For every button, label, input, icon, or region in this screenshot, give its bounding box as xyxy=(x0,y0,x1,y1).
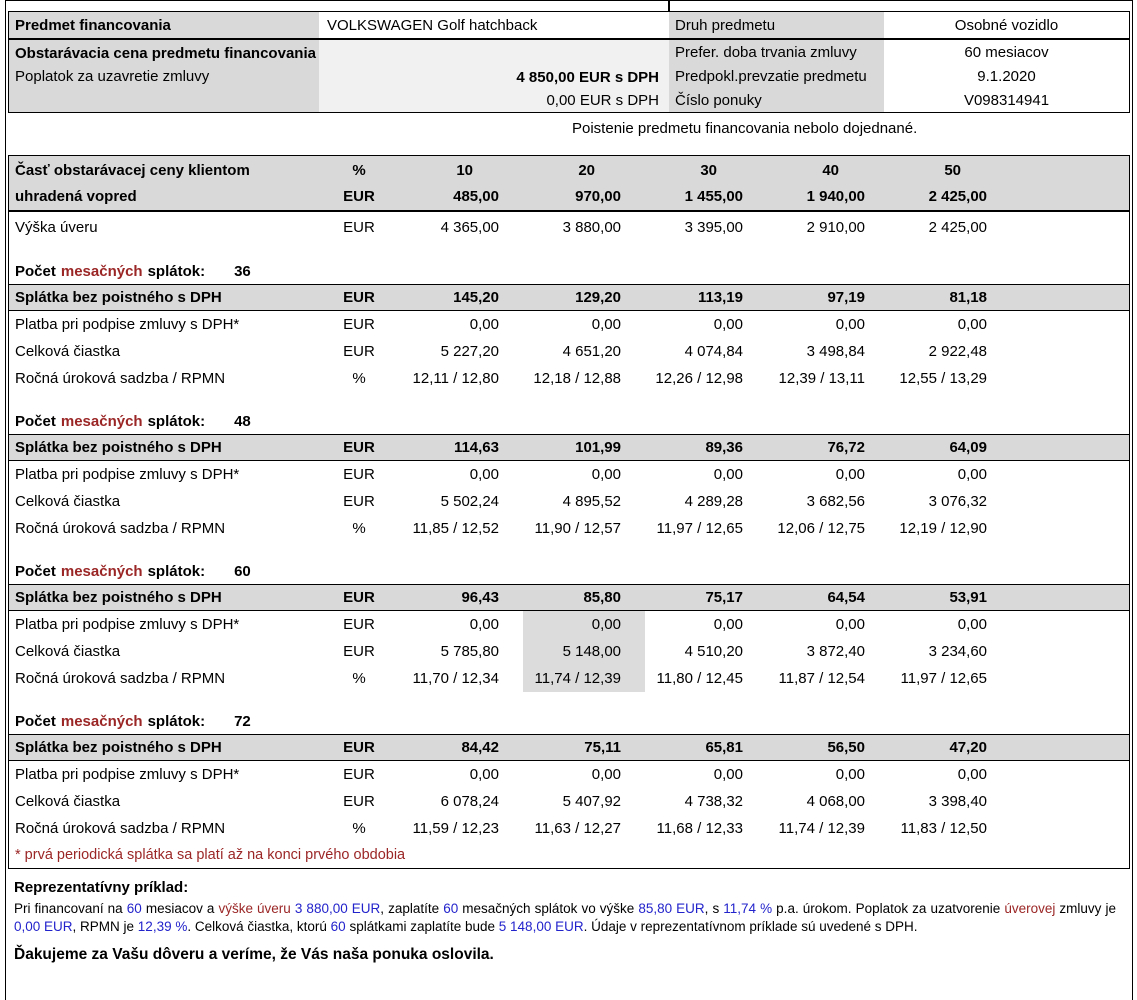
subject-info-block xyxy=(8,11,1130,113)
payment-value-cell: 0,00 xyxy=(835,766,865,783)
installment-value-cell: 84,42 xyxy=(461,739,499,756)
payment-value-cell: 0,00 xyxy=(591,466,621,483)
payment-value-cell: 0,00 xyxy=(835,316,865,333)
payment-value-cell: 0,00 xyxy=(957,466,987,483)
rate-value-cell: 11,74 / 12,39 xyxy=(523,665,645,692)
installment-row xyxy=(9,434,1129,461)
thanks-line: Ďakujeme za Vašu dôveru a veríme, že Vás naša ponuka oslovila. xyxy=(14,946,494,963)
first-installment-footnote: * prvá periodická splátka sa platí až na konci prvého obdobia xyxy=(15,847,406,863)
installment-value-cell: 75,17 xyxy=(705,589,743,606)
interest-rate-unit: % xyxy=(352,520,366,537)
example-text-segment: 60 xyxy=(443,901,459,916)
installment-value-cell: 114,63 xyxy=(453,439,499,456)
signing-payment-row xyxy=(9,461,1129,488)
total-value-cell: 3 682,56 xyxy=(806,493,865,510)
payment-value-cell: 0,00 xyxy=(957,316,987,333)
count-middle: mesačných xyxy=(60,562,143,580)
installments-section xyxy=(9,408,1129,542)
rate-value-cell: 11,74 / 12,39 xyxy=(778,820,865,837)
total-value-cell: 5 148,00 xyxy=(523,638,645,665)
loan-amount-row xyxy=(9,212,1129,242)
count-suffix: splátok: xyxy=(147,712,206,730)
example-text-segment: 0,00 EUR xyxy=(14,918,73,934)
count-prefix: Počet xyxy=(15,712,56,730)
total-amount-row xyxy=(9,338,1129,365)
installment-row xyxy=(9,284,1129,311)
signing-payment-label: Platba pri podpise zmluvy s DPH* xyxy=(15,316,240,333)
example-text-segment: 3 880,00 EUR xyxy=(294,901,381,916)
payment-value-cell: 0,00 xyxy=(713,466,743,483)
total-amount-unit: EUR xyxy=(343,493,375,510)
signing-payment-unit: EUR xyxy=(343,316,375,333)
installment-value-cell: 96,43 xyxy=(461,589,499,606)
total-value-cell: 6 078,24 xyxy=(440,793,499,810)
payment-value-cell: 0,00 xyxy=(469,316,499,333)
total-value-cell: 5 407,92 xyxy=(562,793,621,810)
total-value-cell: 3 234,60 xyxy=(928,643,987,660)
count-middle: mesačných xyxy=(60,712,143,730)
signing-payment-label: Platba pri podpise zmluvy s DPH* xyxy=(15,766,240,783)
interest-rate-label: Ročná úroková sadzba / RPMN xyxy=(15,370,226,387)
loan-amount-label: Výška úveru xyxy=(15,218,98,236)
signing-payment-row xyxy=(9,311,1129,338)
amount-header-row xyxy=(9,183,1129,209)
example-text-segment: zmluvy je xyxy=(1055,901,1116,916)
installment-value-cell: 76,72 xyxy=(827,439,865,456)
interest-rate-label: Ročná úroková sadzba / RPMN xyxy=(15,820,226,837)
amount-header-cell: 1 455,00 xyxy=(684,187,743,205)
installment-value-cell: 75,11 xyxy=(584,739,621,756)
installment-value-cell: 56,50 xyxy=(827,739,865,756)
count-prefix: Počet xyxy=(15,562,56,580)
installment-value-cell: 129,20 xyxy=(575,289,621,306)
installment-value-cell: 47,20 xyxy=(949,739,987,756)
payment-value-cell: 0,00 xyxy=(591,316,621,333)
rate-value-cell: 11,97 / 12,65 xyxy=(900,670,987,687)
installment-value-cell: 64,54 xyxy=(827,589,865,606)
installment-value-cell: 65,81 xyxy=(705,739,743,756)
amount-header-cell: 970,00 xyxy=(575,187,621,205)
signing-payment-unit: EUR xyxy=(343,616,375,633)
installments-section xyxy=(9,708,1129,842)
total-value-cell: 3 498,84 xyxy=(806,343,865,360)
header-label-line1: Časť obstarávacej ceny klientom xyxy=(15,161,250,179)
installment-value-cell: 113,19 xyxy=(697,289,743,306)
rate-value-cell: 11,85 / 12,52 xyxy=(412,520,499,537)
example-text-segment: 12,39 % xyxy=(137,918,188,934)
total-amount-unit: EUR xyxy=(343,343,375,360)
total-amount-row xyxy=(9,788,1129,815)
payment-value-cell: 0,00 xyxy=(835,466,865,483)
subject-row xyxy=(9,12,1129,40)
example-text-segment: mesiacov a xyxy=(141,901,219,916)
offer-number-label: Číslo ponuky xyxy=(669,88,884,112)
price-values xyxy=(319,40,669,112)
loan-amount-cell: 2 425,00 xyxy=(928,218,987,236)
insurance-note: Poistenie predmetu financovania nebolo dojednané. xyxy=(572,119,918,137)
installment-label: Splátka bez poistného s DPH xyxy=(15,739,222,756)
rate-value-cell: 11,83 / 12,50 xyxy=(900,820,987,837)
count-middle: mesačných xyxy=(60,262,143,280)
top-column-divider xyxy=(668,1,670,11)
total-amount-label: Celková čiastka xyxy=(15,793,121,810)
installment-value-cell: 53,91 xyxy=(949,589,987,606)
installment-count-value: 36 xyxy=(234,262,251,280)
signing-payment-unit: EUR xyxy=(343,766,375,783)
header-label-line2: uhradená vopred xyxy=(15,187,137,205)
total-value-cell: 3 872,40 xyxy=(806,643,865,660)
example-text-segment: 5 148,00 EUR xyxy=(498,918,584,934)
payment-value-cell: 0,00 xyxy=(469,466,499,483)
total-value-cell: 5 502,24 xyxy=(440,493,499,510)
example-paragraph xyxy=(14,900,1116,935)
count-suffix: splátok: xyxy=(147,412,206,430)
interest-rate-row xyxy=(9,515,1129,542)
sections-host xyxy=(9,258,1129,842)
interest-rate-label: Ročná úroková sadzba / RPMN xyxy=(15,670,226,687)
example-text-segment: 60 xyxy=(126,901,142,916)
example-text-segment: splátkami zaplatíte bude xyxy=(345,918,499,934)
rate-value-cell: 11,97 / 12,65 xyxy=(656,520,743,537)
duration-label: Prefer. doba trvania zmluvy xyxy=(669,40,884,64)
percent-header-row xyxy=(9,157,1129,183)
example-text-segment: mesačných splátok vo výške xyxy=(458,901,639,916)
offer-number-row xyxy=(669,88,1129,112)
example-text-segment: Pri financovaní na xyxy=(14,901,127,916)
payment-value-cell: 0,00 xyxy=(713,616,743,633)
total-amount-label: Celková čiastka xyxy=(15,643,121,660)
count-middle: mesačných xyxy=(60,412,143,430)
loan-amount-cell: 4 365,00 xyxy=(440,218,499,236)
installment-unit: EUR xyxy=(343,289,375,306)
example-text-segment: výške úveru xyxy=(218,901,291,916)
example-text-segment: . Údaje v reprezentatívnom príklade sú uvedené s DPH. xyxy=(583,918,918,934)
percent-header-cell: 50 xyxy=(944,161,961,179)
payment-value-cell: 0,00 xyxy=(713,316,743,333)
rate-value-cell: 11,87 / 12,54 xyxy=(778,670,865,687)
example-title: Reprezentatívny príklad: xyxy=(14,879,189,896)
example-text-segment: p.a. úrokom. Poplatok za uzatvorenie xyxy=(772,901,1005,916)
header-unit-percent: % xyxy=(352,161,366,179)
offer-number-value: V098314941 xyxy=(963,91,1050,109)
installment-value-cell: 85,80 xyxy=(583,589,621,606)
rate-value-cell: 12,06 / 12,75 xyxy=(777,520,865,537)
example-text-segment: 85,80 EUR xyxy=(638,901,705,916)
price-and-contract-block xyxy=(9,40,1129,112)
rate-value-cell: 12,19 / 12,90 xyxy=(899,520,987,537)
total-amount-row xyxy=(9,638,1129,665)
contract-duration-row xyxy=(669,40,1129,64)
total-value-cell: 3 076,32 xyxy=(928,493,987,510)
installment-count-line xyxy=(9,708,1129,734)
total-value-cell: 4 074,84 xyxy=(684,343,743,360)
installment-value-cell: 81,18 xyxy=(949,289,987,306)
subject-value: VOLKSWAGEN Golf hatchback xyxy=(327,16,538,34)
rate-value-cell: 12,11 / 12,80 xyxy=(412,370,499,387)
loan-amount-cell: 3 880,00 xyxy=(562,218,621,236)
payment-value-cell: 0,00 xyxy=(957,616,987,633)
installment-row xyxy=(9,734,1129,761)
rate-value-cell: 12,26 / 12,98 xyxy=(655,370,743,387)
total-amount-row xyxy=(9,488,1129,515)
signing-payment-label: Platba pri podpise zmluvy s DPH* xyxy=(15,616,240,633)
total-amount-label: Celková čiastka xyxy=(15,343,121,360)
installment-label: Splátka bez poistného s DPH xyxy=(15,289,222,306)
total-amount-label: Celková čiastka xyxy=(15,493,121,510)
installment-value-cell: 89,36 xyxy=(705,439,743,456)
installment-count-value: 72 xyxy=(234,712,251,730)
rate-value-cell: 12,39 / 13,11 xyxy=(778,370,865,387)
percent-header-cell: 10 xyxy=(456,161,473,179)
rate-value-cell: 11,63 / 12,27 xyxy=(534,820,621,837)
installment-value-cell: 64,09 xyxy=(949,439,987,456)
payment-value-cell: 0,00 xyxy=(469,616,499,633)
total-amount-unit: EUR xyxy=(343,643,375,660)
count-prefix: Počet xyxy=(15,262,56,280)
signing-payment-row xyxy=(9,761,1129,788)
interest-rate-label: Ročná úroková sadzba / RPMN xyxy=(15,520,226,537)
total-value-cell: 5 227,20 xyxy=(440,343,499,360)
rate-value-cell: 11,68 / 12,33 xyxy=(656,820,743,837)
interest-rate-row xyxy=(9,665,1129,692)
installment-value-cell: 101,99 xyxy=(575,439,621,456)
percent-header-cell: 40 xyxy=(822,161,839,179)
installment-count-line xyxy=(9,408,1129,434)
example-text-segment: . Celková čiastka, ktorú xyxy=(187,918,331,934)
example-text-segment: úverovej xyxy=(1004,901,1056,916)
example-text-segment: , zaplatíte xyxy=(380,901,444,916)
interest-rate-unit: % xyxy=(352,370,366,387)
installment-unit: EUR xyxy=(343,739,375,756)
signing-payment-row xyxy=(9,611,1129,638)
installments-section xyxy=(9,558,1129,692)
acquisition-price-label: Obstarávacia cena predmetu financovania xyxy=(15,45,316,62)
total-value-cell: 2 922,48 xyxy=(928,343,987,360)
installment-unit: EUR xyxy=(343,589,375,606)
acquisition-price-value: 4 850,00 EUR s DPH xyxy=(516,69,659,86)
payment-value-cell: 0,00 xyxy=(835,616,865,633)
contract-fee-label: Poplatok za uzavretie zmluvy xyxy=(15,68,210,85)
count-prefix: Počet xyxy=(15,412,56,430)
installment-value-cell: 145,20 xyxy=(453,289,499,306)
subject-type-label: Druh predmetu xyxy=(669,12,884,38)
installment-count-value: 48 xyxy=(234,412,251,430)
interest-rate-row xyxy=(9,365,1129,392)
duration-value: 60 mesiacov xyxy=(964,43,1049,61)
installment-count-line xyxy=(9,258,1129,284)
total-amount-unit: EUR xyxy=(343,793,375,810)
percent-header-cell: 20 xyxy=(578,161,595,179)
total-value-cell: 4 510,20 xyxy=(684,643,743,660)
amount-header-cell: 2 425,00 xyxy=(928,187,987,205)
installment-label: Splátka bez poistného s DPH xyxy=(15,589,222,606)
example-text-segment: , RPMN je xyxy=(72,918,138,934)
interest-rate-row xyxy=(9,815,1129,842)
rate-table xyxy=(8,155,1130,869)
percent-header-cell: 30 xyxy=(700,161,717,179)
loan-amount-unit: EUR xyxy=(343,218,375,236)
installment-count-value: 60 xyxy=(234,562,251,580)
contract-fee-value: 0,00 EUR s DPH xyxy=(546,92,659,109)
rate-table-header xyxy=(9,156,1129,212)
header-unit-eur: EUR xyxy=(343,187,375,205)
rate-value-cell: 12,18 / 12,88 xyxy=(533,370,621,387)
handover-date-row xyxy=(669,64,1129,88)
installment-row xyxy=(9,584,1129,611)
count-suffix: splátok: xyxy=(147,262,206,280)
total-value-cell: 3 398,40 xyxy=(928,793,987,810)
total-value-cell: 5 785,80 xyxy=(440,643,499,660)
signing-payment-unit: EUR xyxy=(343,466,375,483)
example-text-segment: , s xyxy=(704,901,724,916)
interest-rate-unit: % xyxy=(352,670,366,687)
rate-value-cell: 11,90 / 12,57 xyxy=(534,520,621,537)
subject-type-value: Osobné vozidlo xyxy=(954,16,1059,34)
installment-unit: EUR xyxy=(343,439,375,456)
total-value-cell: 4 895,52 xyxy=(562,493,621,510)
payment-value-cell: 0,00 xyxy=(523,611,645,638)
financing-offer-document xyxy=(5,0,1133,1000)
payment-value-cell: 0,00 xyxy=(957,766,987,783)
subject-label: Predmet financovania xyxy=(9,12,319,38)
document-content xyxy=(6,1,1132,964)
payment-value-cell: 0,00 xyxy=(591,766,621,783)
amount-header-cell: 1 940,00 xyxy=(806,187,865,205)
installment-value-cell: 97,19 xyxy=(827,289,865,306)
rate-value-cell: 11,59 / 12,23 xyxy=(412,820,499,837)
signing-payment-label: Platba pri podpise zmluvy s DPH* xyxy=(15,466,240,483)
handover-label: Predpokl.prevzatie predmetu xyxy=(669,64,884,88)
loan-amount-block xyxy=(9,212,1129,242)
handover-value: 9.1.2020 xyxy=(977,67,1036,85)
rate-value-cell: 11,80 / 12,45 xyxy=(656,670,743,687)
installments-section xyxy=(9,258,1129,392)
rate-value-cell: 11,70 / 12,34 xyxy=(412,670,499,687)
representative-example xyxy=(8,879,1132,964)
example-text-segment: 11,74 % xyxy=(723,901,773,916)
count-suffix: splátok: xyxy=(147,562,206,580)
total-value-cell: 4 068,00 xyxy=(806,793,865,810)
interest-rate-unit: % xyxy=(352,820,366,837)
loan-amount-cell: 3 395,00 xyxy=(684,218,743,236)
rate-value-cell: 12,55 / 13,29 xyxy=(899,370,987,387)
total-value-cell: 4 651,20 xyxy=(562,343,621,360)
loan-amount-cell: 2 910,00 xyxy=(806,218,865,236)
price-labels xyxy=(9,40,319,112)
contract-details xyxy=(669,40,1129,112)
payment-value-cell: 0,00 xyxy=(713,766,743,783)
payment-value-cell: 0,00 xyxy=(469,766,499,783)
amount-header-cell: 485,00 xyxy=(453,187,499,205)
total-value-cell: 4 738,32 xyxy=(684,793,743,810)
installment-count-line xyxy=(9,558,1129,584)
total-value-cell: 4 289,28 xyxy=(684,493,743,510)
installment-label: Splátka bez poistného s DPH xyxy=(15,439,222,456)
example-text-segment: 60 xyxy=(330,918,346,934)
